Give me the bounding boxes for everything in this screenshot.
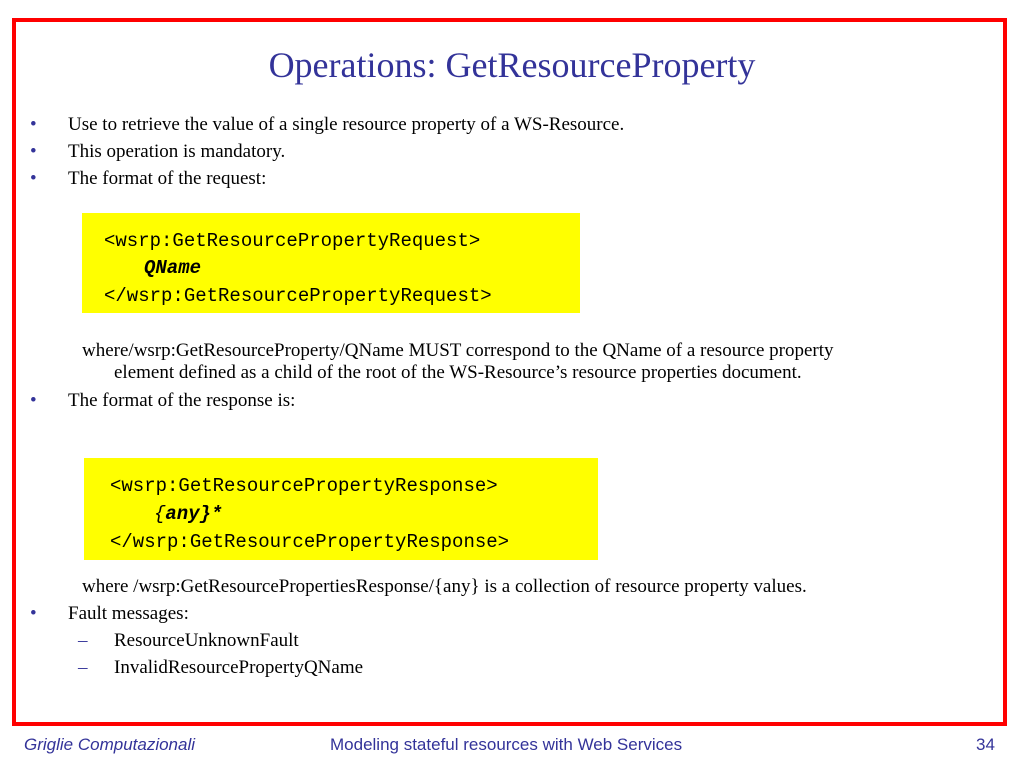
request-code-box [82,213,580,313]
bullet-item [30,603,189,625]
footer-title: Modeling stateful resources with Web Services [330,735,683,754]
response-close-tag: </wsrp:GetResourcePropertyResponse> [110,531,510,553]
bullet-marker: • [30,141,37,162]
bullet-marker: • [30,390,37,411]
fault-item [78,630,299,652]
bullet-item [30,141,285,163]
response-brace-close: }* [199,503,223,525]
footer-course: Griglie Computazionali [24,735,196,754]
bullet-text: Use to retrieve the value of a single resource property of a WS-Resource. [68,114,625,135]
request-note-line2: element defined as a child of the root of the WS-Resource’s resource properties document. [114,362,802,383]
bullet-item [30,390,295,412]
response-code-box [84,458,598,560]
fault-item [78,657,363,679]
page-number: 34 [976,735,995,754]
bullet-marker: • [30,603,37,624]
response-brace-open: { [154,503,166,525]
response-any-line [154,503,222,525]
response-note: where /wsrp:GetResourcePropertiesResponse/{any} is a collection of resource property values. [82,576,807,597]
bullet-text: The format of the request: [68,168,267,189]
request-note-line1: where/wsrp:GetResourceProperty/QName MUST correspond to the QName of a resource property [82,340,834,361]
request-qname: QName [144,257,202,279]
dash-marker: – [78,630,88,651]
bullet-text: This operation is mandatory. [68,141,286,162]
slide-title: Operations: GetResourceProperty [268,45,756,85]
fault-text: InvalidResourcePropertyQName [114,657,364,678]
bullet-item [30,114,624,136]
fault-text: ResourceUnknownFault [114,630,299,651]
bullet-text: Fault messages: [68,603,189,624]
response-any: any [165,503,200,525]
request-close-tag: </wsrp:GetResourcePropertyRequest> [104,285,492,307]
request-open-tag: <wsrp:GetResourcePropertyRequest> [104,230,481,252]
bullet-marker: • [30,114,37,135]
dash-marker: – [78,657,88,678]
bullet-item [30,168,266,190]
bullet-text: The format of the response is: [68,390,296,411]
bullet-marker: • [30,168,37,189]
response-open-tag: <wsrp:GetResourcePropertyResponse> [110,475,498,497]
